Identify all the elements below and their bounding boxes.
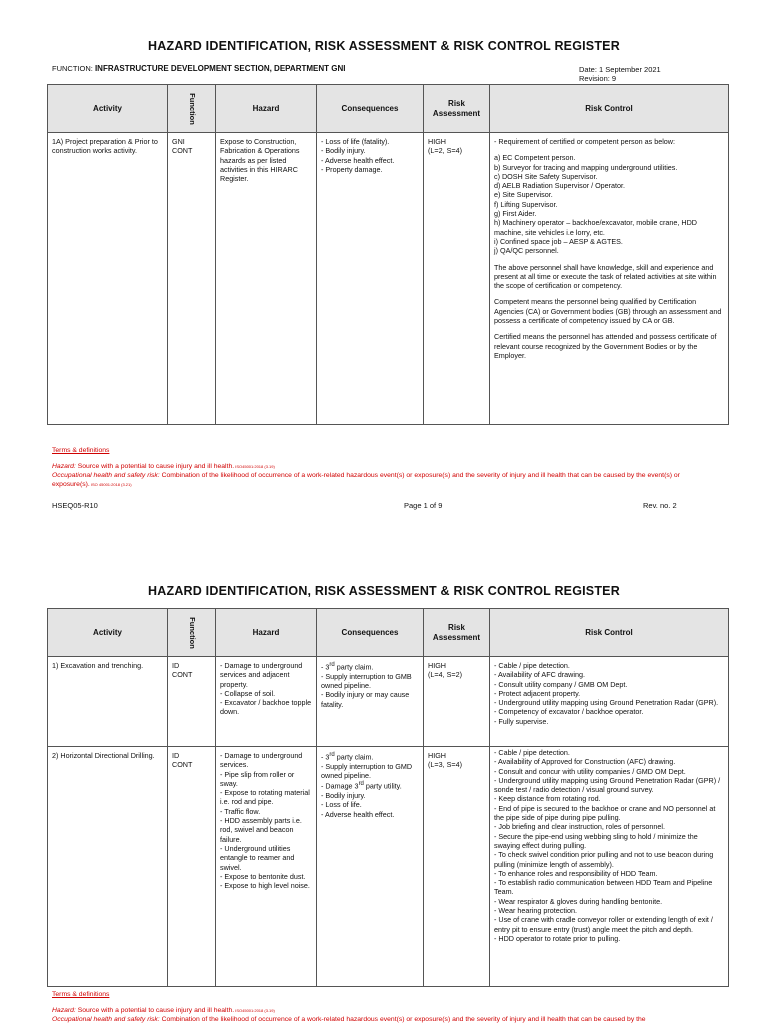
document-revision: Revision: 9 bbox=[579, 74, 617, 83]
function-cell: ID CONT bbox=[168, 657, 216, 747]
activity-cell: 1A) Project preparation & Prior to construction works activity. bbox=[48, 133, 168, 425]
document-date: Date: 1 September 2021 bbox=[579, 65, 661, 74]
footer-doc-code: HSEQ05-R10 bbox=[52, 501, 98, 510]
risk-cell: HIGH (L=2, S=4) bbox=[424, 133, 490, 425]
risk-cell: HIGH (L=4, S=2) bbox=[424, 657, 490, 747]
col-activity: Activity bbox=[48, 85, 168, 133]
risk-control-cell: - Cable / pipe detection. - Availability of AFC drawing. - Consult utility company / GMB OM Dept. - Protect adjacent property. - Underground utility mapping using Ground Penetration Radar (GPR). - Competency of excavator / backhoe operator. - Fully supervise. bbox=[490, 657, 729, 747]
consequences-cell: - 3rd party claim. - Supply interruption to GMB owned pipeline. - Bodily injury or may cause fatality. bbox=[317, 657, 424, 747]
col-activity: Activity bbox=[48, 609, 168, 657]
activity-cell: 2) Horizontal Directional Drilling. bbox=[48, 747, 168, 987]
table-header-row bbox=[48, 609, 729, 657]
page-title-2: HAZARD IDENTIFICATION, RISK ASSESSMENT & RISK CONTROL REGISTER bbox=[148, 584, 620, 598]
risk-control-cell: - Requirement of certified or competent person as below: a) EC Competent person. b) Surveyor for tracing and mapping underground utilities. c) DOSH Site Safety Supervisor. d) AELB Radiation Supervisor / Operator. e) Site Supervisor. f) Lifting Supervisor. g) First Aider. h) Machinery operator – backhoe/excavator, mobile crane, HDD machine, site vehicles i.e lorry, etc. i) Confined space job – AESP & AGTES. j) QA/QC personnel. The above personnel shall have knowledge, skill and experience and present at all time or execute the task of related activities at site within the scope of certification or competency. Competent means the personnel being qualified by Certification Agencies (CA) or Government bodies (GB) through an assessment and possess a certificate of competency issued by CA or GB. Certified means the personnel has attended and possess certificate of relevant course recognized by the Government Bodies or by the Employer. bbox=[490, 133, 729, 425]
col-function: Function bbox=[168, 85, 216, 133]
table-row bbox=[48, 133, 729, 425]
terms-heading: Terms & definitions bbox=[52, 447, 110, 454]
risk-control-cell: - Cable / pipe detection. - Availability of Approved for Construction (AFC) drawing. - Consult and concur with utility companies / GMD OM Dept. - Underground utility mapping using Ground Penetration Radar (GPR) / sonde test / radio detection / visual ground survey. - Keep distance from rotating rod. - End of pipe is secured to the backhoe or crane and NO personnel at the pipe side of pipe during pipe pulling. - Job briefing and clear instruction, roles of personnel. - Secure the pipe-end using webbing sling to hold / minimize the swaying effect during pulling. - To check swivel condition prior pulling and not to use beacon during pulling (minimize length of assembly). - To enhance roles and responsibility of HDD Team. - To establish radio communication between HDD Team and Pipeline Team. - Wear respirator & gloves during handling bentonite. - Wear hearing protection. - Use of crane with cradle conveyor roller or extending length of exit / entry pit to ensure entry (trust) angle meet the pitch and depth. - HDD operator to rotate prior to pulling. bbox=[490, 747, 729, 987]
register-table-page1 bbox=[47, 84, 729, 425]
activity-cell: 1) Excavation and trenching. bbox=[48, 657, 168, 747]
table-row bbox=[48, 657, 729, 747]
col-risk-control: Risk Control bbox=[490, 609, 729, 657]
col-risk-assessment: Risk Assessment bbox=[424, 609, 490, 657]
register-table-page2 bbox=[47, 608, 729, 987]
function-line bbox=[52, 64, 345, 73]
hazard-cell: - Damage to underground services and adjacent property. - Collapse of soil. - Excavator / backhoe topple down. bbox=[216, 657, 317, 747]
function-cell: GNI CONT bbox=[168, 133, 216, 425]
footer-rev-number: Rev. no. 2 bbox=[643, 501, 677, 510]
table-row bbox=[48, 747, 729, 987]
terms-heading-2: Terms & definitions bbox=[52, 991, 110, 998]
terms-definitions-2: Hazard: Source with a potential to cause injury and ill health. ISO45001:2018 (3.19) Occupational health and safety risk: Combination of the likelihood of occurrence of a work-related hazardous event(s) or exposure(s) and the severity of injury and ill health that can be caused by the bbox=[52, 1007, 646, 1023]
function-label: FUNCTION: bbox=[52, 64, 93, 73]
consequences-cell: - Loss of life (fatality). - Bodily injury. - Adverse health effect. - Property damage. bbox=[317, 133, 424, 425]
col-consequences: Consequences bbox=[317, 609, 424, 657]
col-risk-assessment: Risk Assessment bbox=[424, 85, 490, 133]
terms-definitions: Hazard: Source with a potential to cause injury and ill health. ISO45001:2018 (3.19) Occupational health and safety risk: Combination of the likelihood of occurrence of a work-related hazardous event(s) or exposure(s) and the severity of injury and ill health that can be caused by the event(s) or exposure(s). ISO 45001:2018 (3.21) bbox=[52, 463, 680, 488]
risk-cell: HIGH (L=3, S=4) bbox=[424, 747, 490, 987]
col-hazard: Hazard bbox=[216, 85, 317, 133]
page-title: HAZARD IDENTIFICATION, RISK ASSESSMENT & RISK CONTROL REGISTER bbox=[148, 39, 620, 53]
col-hazard: Hazard bbox=[216, 609, 317, 657]
col-consequences: Consequences bbox=[317, 85, 424, 133]
function-value: INFRASTRUCTURE DEVELOPMENT SECTION, DEPARTMENT GNI bbox=[94, 64, 346, 73]
consequences-cell: - 3rd party claim. - Supply interruption to GMD owned pipeline. - Damage 3rd party utility. - Bodily injury. - Loss of life. - Adverse health effect. bbox=[317, 747, 424, 987]
function-cell: ID CONT bbox=[168, 747, 216, 987]
hazard-cell: Expose to Construction, Fabrication & Operations hazards as per listed activities in this HIRARC Register. bbox=[216, 133, 317, 425]
footer-page-number: Page 1 of 9 bbox=[404, 501, 443, 510]
hazard-cell: - Damage to underground services. - Pipe slip from roller or sway. - Expose to rotating material i.e. rod and pipe. - Traffic flow. - HDD assembly parts i.e. rod, swivel and beacon failure. - Underground utilities entangle to reamer and swivel. - Expose to bentonite dust. - Expose to high level noise. bbox=[216, 747, 317, 987]
col-risk-control: Risk Control bbox=[490, 85, 729, 133]
col-function: Function bbox=[168, 609, 216, 657]
table-header-row bbox=[48, 85, 729, 133]
